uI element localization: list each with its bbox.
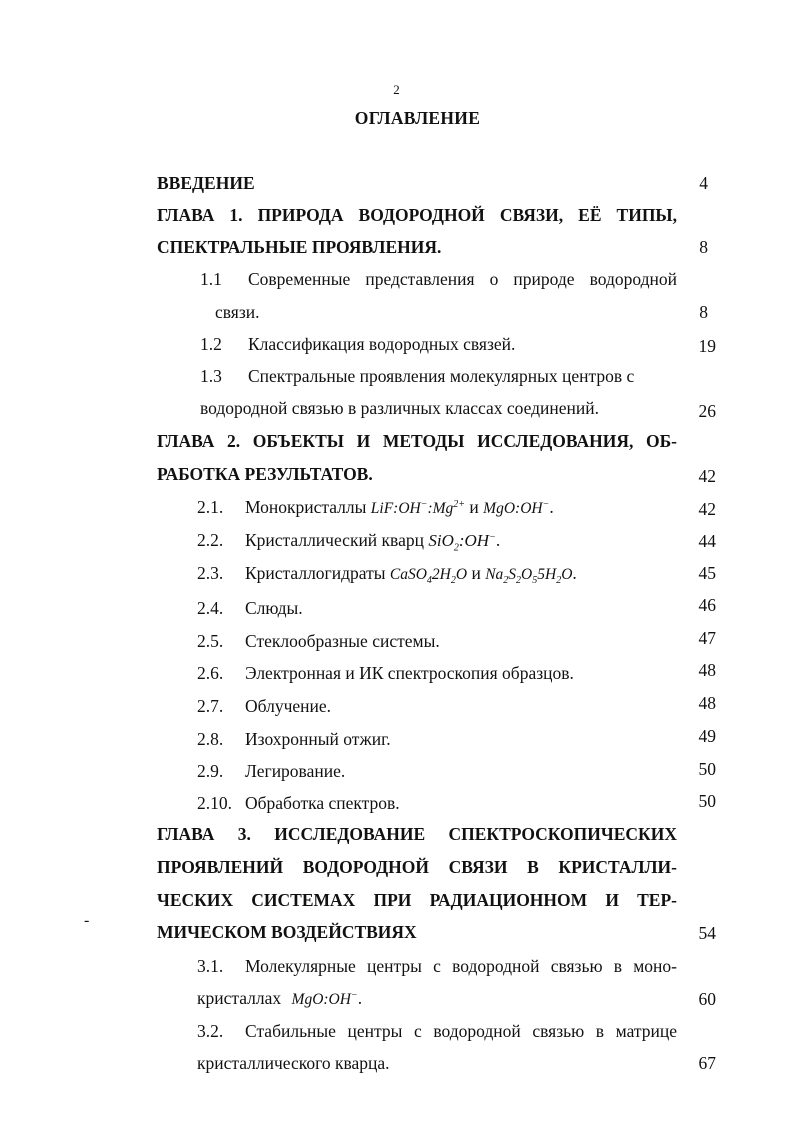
- toc-s2-10-num: 2.10.: [197, 793, 232, 813]
- toc-s2-4-label: Слюды.: [245, 598, 303, 618]
- toc-s2-3-text: Кристаллогидраты $CaSO_42H_2O$ и $Na_2S_2O_55H_2O$.: [245, 563, 577, 587]
- toc-s1-2-page: 19: [698, 336, 716, 356]
- toc-s3-1-line2: кристаллах MgO:OH−.: [197, 988, 363, 1008]
- toc-s2-4-page: 46: [698, 595, 716, 615]
- toc-ch3-line2: ПРОЯВЛЕНИЙ ВОДОРОДНОЙ СВЯЗИ В КРИСТАЛЛИ-: [157, 857, 677, 877]
- toc-ch1-line1: ГЛАВА 1. ПРИРОДА ВОДОРОДНОЙ СВЯЗИ, ЕЁ ТИПЫ,: [157, 205, 677, 225]
- toc-s2-6-label: Электронная и ИК спектроскопия образцов.: [245, 663, 574, 683]
- toc-s2-10-label: Обработка спектров.: [245, 793, 400, 813]
- toc-s2-9-num: 2.9.: [197, 761, 224, 781]
- toc-s1-1-line2: связи.: [215, 302, 260, 322]
- toc-s2-1-text: Монокристаллы $LiF:OH^-:Mg^{2+}$ и MgO:OH−.: [245, 497, 554, 517]
- formula-caso4: $CaSO_42H_2O$: [389, 566, 468, 587]
- toc-s2-2-num: 2.2.: [197, 530, 224, 550]
- toc-ch3-line3: ЧЕСКИХ СИСТЕМАХ ПРИ РАДИАЦИОННОМ И ТЕР-: [157, 890, 677, 910]
- toc-ch1-page: 8: [699, 237, 708, 257]
- toc-s2-9-page: 50: [698, 759, 716, 779]
- toc-s2-6-page: 48: [698, 660, 716, 680]
- toc-s2-2-label: Кристаллический кварц: [245, 530, 424, 550]
- toc-s2-8-label: Изохронный отжиг.: [245, 729, 391, 749]
- formula-mgo-oh: MgO:OH−: [291, 989, 358, 1008]
- toc-s3-2-line1: Стабильные центры с водородной связью в матрице: [245, 1021, 677, 1041]
- toc-s2-10-page: 50: [698, 791, 716, 811]
- formula-sio2: SiO$_2$:OH−: [428, 531, 496, 554]
- toc-ch3-page: 54: [698, 923, 716, 943]
- toc-s2-2-page: 44: [698, 531, 716, 551]
- toc-s1-3-num: 1.3: [200, 366, 222, 386]
- toc-s3-1-num: 3.1.: [197, 956, 224, 976]
- toc-s2-7-num: 2.7.: [197, 696, 224, 716]
- toc-s2-8-page: 49: [698, 726, 716, 746]
- toc-ch2-line1: ГЛАВА 2. ОБЪЕКТЫ И МЕТОДЫ ИССЛЕДОВАНИЯ, ОБ-: [157, 431, 677, 451]
- toc-s3-2-line2: кристаллического кварца.: [197, 1053, 390, 1073]
- toc-s2-2-text: Кристаллический кварц SiO$_2$:OH−.: [245, 530, 501, 554]
- toc-s1-1-page: 8: [699, 302, 708, 322]
- formula-na2s2o5: $Na_2S_2O_55H_2O$: [485, 566, 573, 587]
- toc-s2-4-num: 2.4.: [197, 598, 224, 618]
- formula-lif: $LiF:OH^-:Mg^{2+}$: [370, 498, 466, 517]
- toc-ch1-line2: СПЕКТРАЛЬНЫЕ ПРОЯВЛЕНИЯ.: [157, 237, 442, 257]
- toc-s3-1-page: 60: [698, 989, 716, 1009]
- toc-s2-9-label: Легирование.: [245, 761, 346, 781]
- toc-s2-3-num: 2.3.: [197, 563, 224, 583]
- toc-s3-2-num: 3.2.: [197, 1021, 224, 1041]
- toc-ch3-line4: МИЧЕСКОМ ВОЗДЕЙСТВИЯХ: [157, 922, 417, 942]
- toc-s2-1-page: 42: [698, 499, 716, 519]
- toc-s2-6-num: 2.6.: [197, 663, 224, 683]
- toc-intro-page: 4: [699, 173, 708, 193]
- toc-s2-8-num: 2.8.: [197, 729, 224, 749]
- toc-s1-3-line2: водородной связью в различных классах соединений.: [200, 398, 599, 418]
- toc-s1-1-line1: Современные представления о природе водородной: [248, 269, 677, 289]
- toc-s2-7-page: 48: [698, 693, 716, 713]
- toc-ch2-page: 42: [698, 466, 716, 486]
- toc-s1-2-num: 1.2: [200, 334, 222, 354]
- page-number: 2: [393, 82, 400, 97]
- page-title: ОГЛАВЛЕНИЕ: [354, 108, 481, 128]
- toc-s2-7-label: Облучение.: [245, 696, 332, 716]
- margin-mark: -: [84, 912, 90, 929]
- toc-s2-5-label: Стеклообразные системы.: [245, 631, 440, 651]
- toc-ch3-line1: ГЛАВА 3. ИССЛЕДОВАНИЕ СПЕКТРОСКОПИЧЕСКИХ: [157, 824, 677, 844]
- toc-s1-3-page: 26: [698, 401, 716, 421]
- formula-mgo: MgO:OH−: [483, 498, 550, 517]
- toc-s2-1-num: 2.1.: [197, 497, 224, 517]
- toc-s3-1-line1: Молекулярные центры с водородной связью в моно-: [245, 956, 677, 976]
- toc-s2-1-label: Монокристаллы: [245, 497, 367, 517]
- toc-ch2-line2: РАБОТКА РЕЗУЛЬТАТОВ.: [157, 464, 373, 484]
- toc-s1-1-num: 1.1: [200, 269, 222, 289]
- toc-s1-3-line1: Спектральные проявления молекулярных центров с: [248, 366, 635, 386]
- toc-s2-5-num: 2.5.: [197, 631, 224, 651]
- toc-s2-3-page: 45: [698, 563, 716, 583]
- toc-s1-2-label: Классификация водородных связей.: [248, 334, 516, 354]
- toc-intro-label: ВВЕДЕНИЕ: [157, 173, 255, 193]
- toc-s3-2-page: 67: [698, 1053, 716, 1073]
- toc-s2-5-page: 47: [698, 628, 716, 648]
- toc-s2-3-label: Кристаллогидраты: [245, 563, 386, 583]
